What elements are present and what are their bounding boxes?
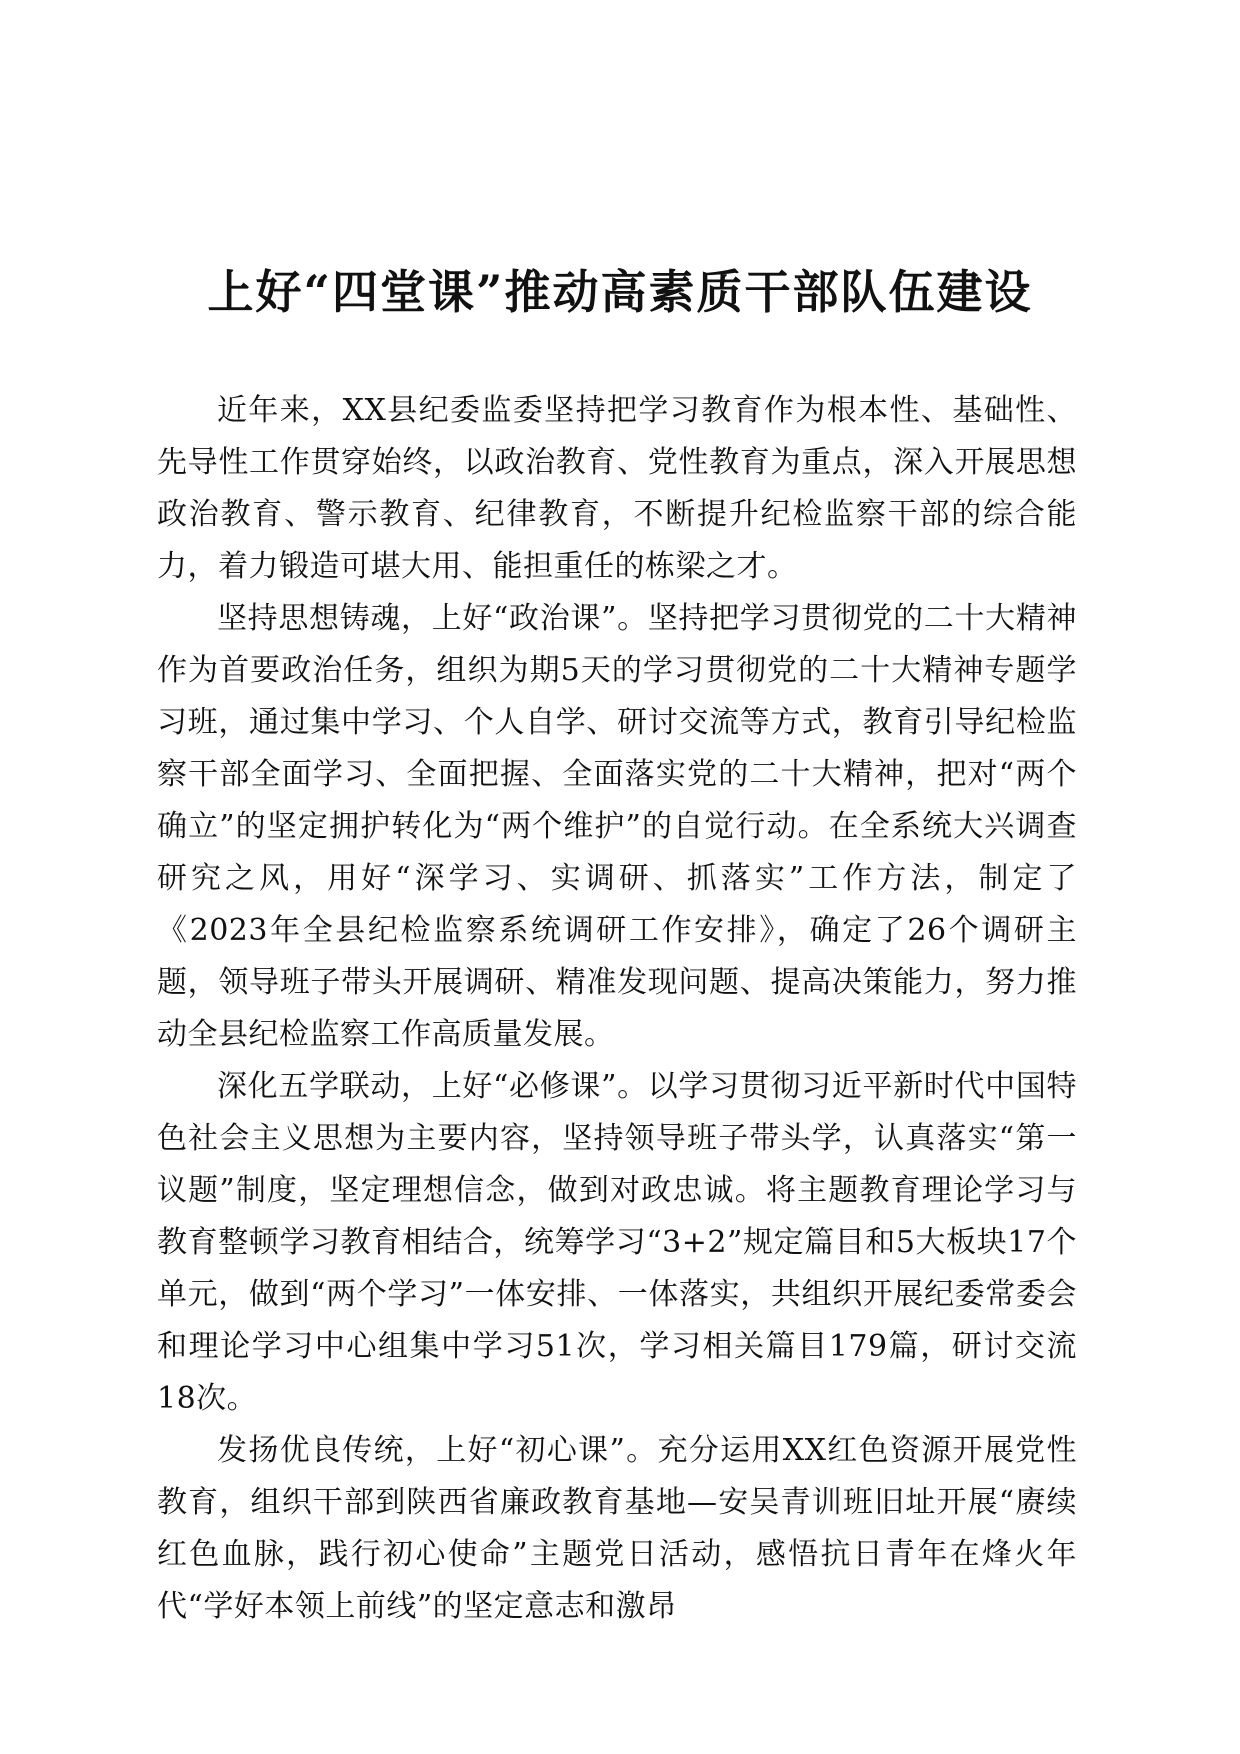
paragraph-intro: 近年来，XX县纪委监委坚持把学习教育作为根本性、基础性、先导性工作贯穿始终，以政治教育、党性教育为重点，深入开展思想政治教育、警示教育、纪律教育，不断提升纪检监察干部的综合能力，着力锻造可堪大用、能担重任的栋梁之才。 (157, 393, 1077, 584)
document-title: 上好“四堂课”推动高素质干部队伍建设 (207, 265, 1033, 319)
paragraph-political-lesson: 坚持思想铸魂，上好“政治课”。坚持把学习贯彻党的二十大精神作为首要政治任务，组织为期5天的学习贯彻党的二十大精神专题学习班，通过集中学习、个人自学、研讨交流等方式，教育引导纪检监察干部全面学习、全面把握、全面落实党的二十大精神，把对“两个确立”的坚定拥护转化为“两个维护”的自觉行动。在全系统大兴调查研究之风，用好“深学习、实调研、抓落实”工作方法，制定了《2023年全县纪检监察系统调研工作安排》，确定了26个调研主题，领导班子带头开展调研、精准发现问题、提高决策能力，努力推动全县纪检监察工作高质量发展。 (157, 601, 1077, 1052)
paragraph-required-lesson: 深化五学联动，上好“必修课”。以学习贯彻习近平新时代中国特色社会主义思想为主要内容，坚持领导班子带头学，认真落实“第一议题”制度，坚定理想信念，做到对政忠诚。将主题教育理论学习与教育整顿学习教育相结合，统筹学习“3+2”规定篇目和5大板块17个单元，做到“两个学习”一体安排、一体落实，共组织开展纪委常委会和理论学习中心组集中学习51次，学习相关篇目179篇，研讨交流18次。 (157, 1069, 1077, 1416)
document-body (157, 385, 1077, 1633)
paragraph-original-aspiration-lesson: 发扬优良传统，上好“初心课”。充分运用XX红色资源开展党性教育，组织干部到陕西省廉政教育基地—安吴青训班旧址开展“赓续红色血脉，践行初心使命”主题党日活动，感悟抗日青年在烽火年代“学好本领上前线”的坚定意志和激昂 (157, 1433, 1077, 1624)
